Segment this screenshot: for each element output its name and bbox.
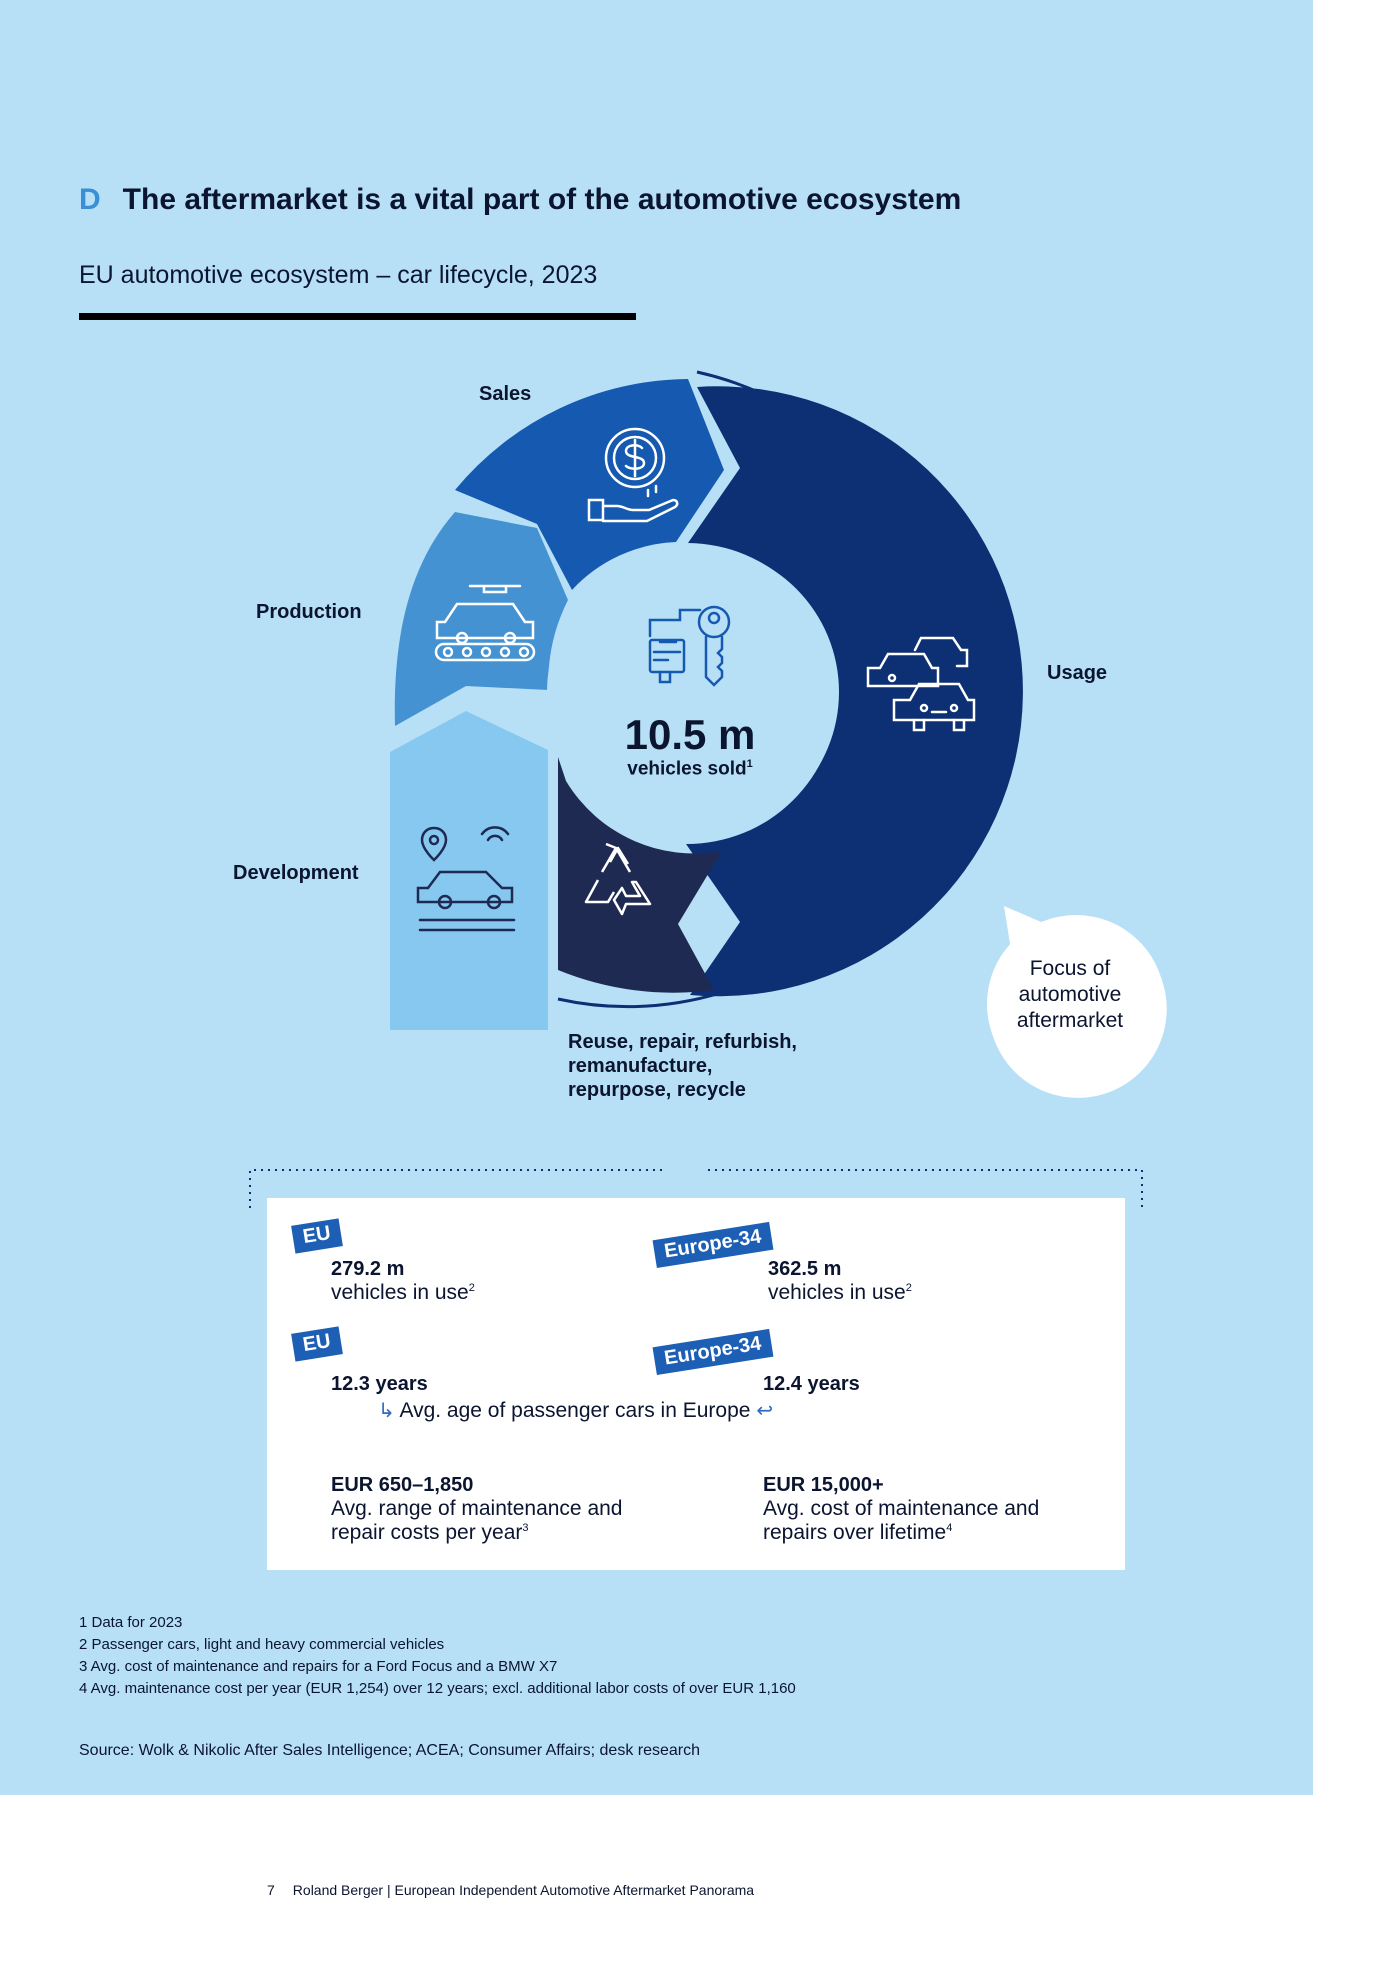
maintenance-lifetime-desc-line [763,1521,952,1545]
reuse-label-line: remanufacture, [568,1055,713,1077]
region-tag-eu: EU [291,1218,343,1253]
focus-line: Focus of [1029,957,1111,980]
segment-label-development: Development [233,862,359,884]
focus-line: aftermarket [1016,1009,1124,1032]
maintenance-lifetime-desc-line: Avg. cost of maintenance and [763,1497,1040,1520]
segment-label-sales: Sales [479,383,532,405]
footnote: 4 Avg. maintenance cost per year (EUR 1,254) over 12 years; excl. additional labor costs of over EUR 1,160 [79,1680,796,1697]
avg-age-label [378,1398,773,1423]
europe-vehicles-value: 362.5 m [768,1258,842,1280]
footnote-ref: 3 [522,1522,529,1534]
region-tag-eu: EU [291,1326,343,1361]
title-text: The aftermarket is a vital part of the automotive ecosystem [122,183,962,216]
maintenance-range-desc-line [331,1521,529,1545]
footnote-ref: 1 [746,758,753,770]
footnote-ref: 2 [468,1282,475,1294]
maintenance-lifetime-value: EUR 15,000+ [763,1474,884,1496]
region-tag-europe34: Europe-34 [653,1329,774,1375]
eu-vehicles-value: 279.2 m [331,1258,405,1280]
eu-age-value: 12.3 years [331,1373,428,1395]
reuse-label-line: repurpose, recycle [568,1079,746,1101]
vehicles-sold-value: 10.5 m [624,711,756,758]
segment-label-production: Production [256,601,362,623]
section-letter: D [79,183,101,216]
arrow-right-icon: ↳ [378,1400,395,1422]
desc-text: vehicles in use [331,1281,469,1304]
segment-label-usage: Usage [1047,662,1108,684]
region-tag-europe34: Europe-34 [653,1222,774,1268]
desc-text: vehicles in use [768,1281,906,1304]
avg-age-text: Avg. age of passenger cars in Europe [399,1399,751,1422]
maintenance-range-value: EUR 650–1,850 [331,1474,474,1496]
maintenance-range-desc-line: Avg. range of maintenance and [331,1497,623,1520]
focus-bubble-text [980,956,1160,1034]
page-number: 7 [267,1882,275,1898]
desc-text: repair costs per year [331,1521,523,1544]
footer-text: Roland Berger | European Independent Automotive Aftermarket Panorama [292,1882,755,1898]
segment-label-reuse [568,1030,797,1102]
source-note: Source: Wolk & Nikolic After Sales Intelligence; ACEA; Consumer Affairs; desk research [79,1742,701,1759]
vehicles-sold-caption [580,758,800,780]
europe-age-value: 12.4 years [763,1373,860,1395]
footnote: 1 Data for 2023 [79,1614,183,1631]
desc-text: repairs over lifetime [763,1521,947,1544]
arrow-return-icon: ↩ [756,1400,774,1422]
chart-subtitle: EU automotive ecosystem – car lifecycle, 2023 [79,261,598,289]
footnote-ref: 4 [946,1522,953,1534]
footnote: 3 Avg. cost of maintenance and repairs for a Ford Focus and a BMW X7 [79,1658,558,1675]
footnote-ref: 2 [905,1282,912,1294]
eu-vehicles-desc [331,1281,475,1305]
footnote: 2 Passenger cars, light and heavy commercial vehicles [79,1636,445,1653]
page-footer [267,1882,754,1898]
focus-line: automotive [1018,983,1122,1006]
footnotes [79,1612,796,1700]
reuse-label-line: Reuse, repair, refurbish, [568,1031,797,1053]
europe-vehicles-desc [768,1281,912,1305]
caption-text: vehicles sold [627,758,747,780]
